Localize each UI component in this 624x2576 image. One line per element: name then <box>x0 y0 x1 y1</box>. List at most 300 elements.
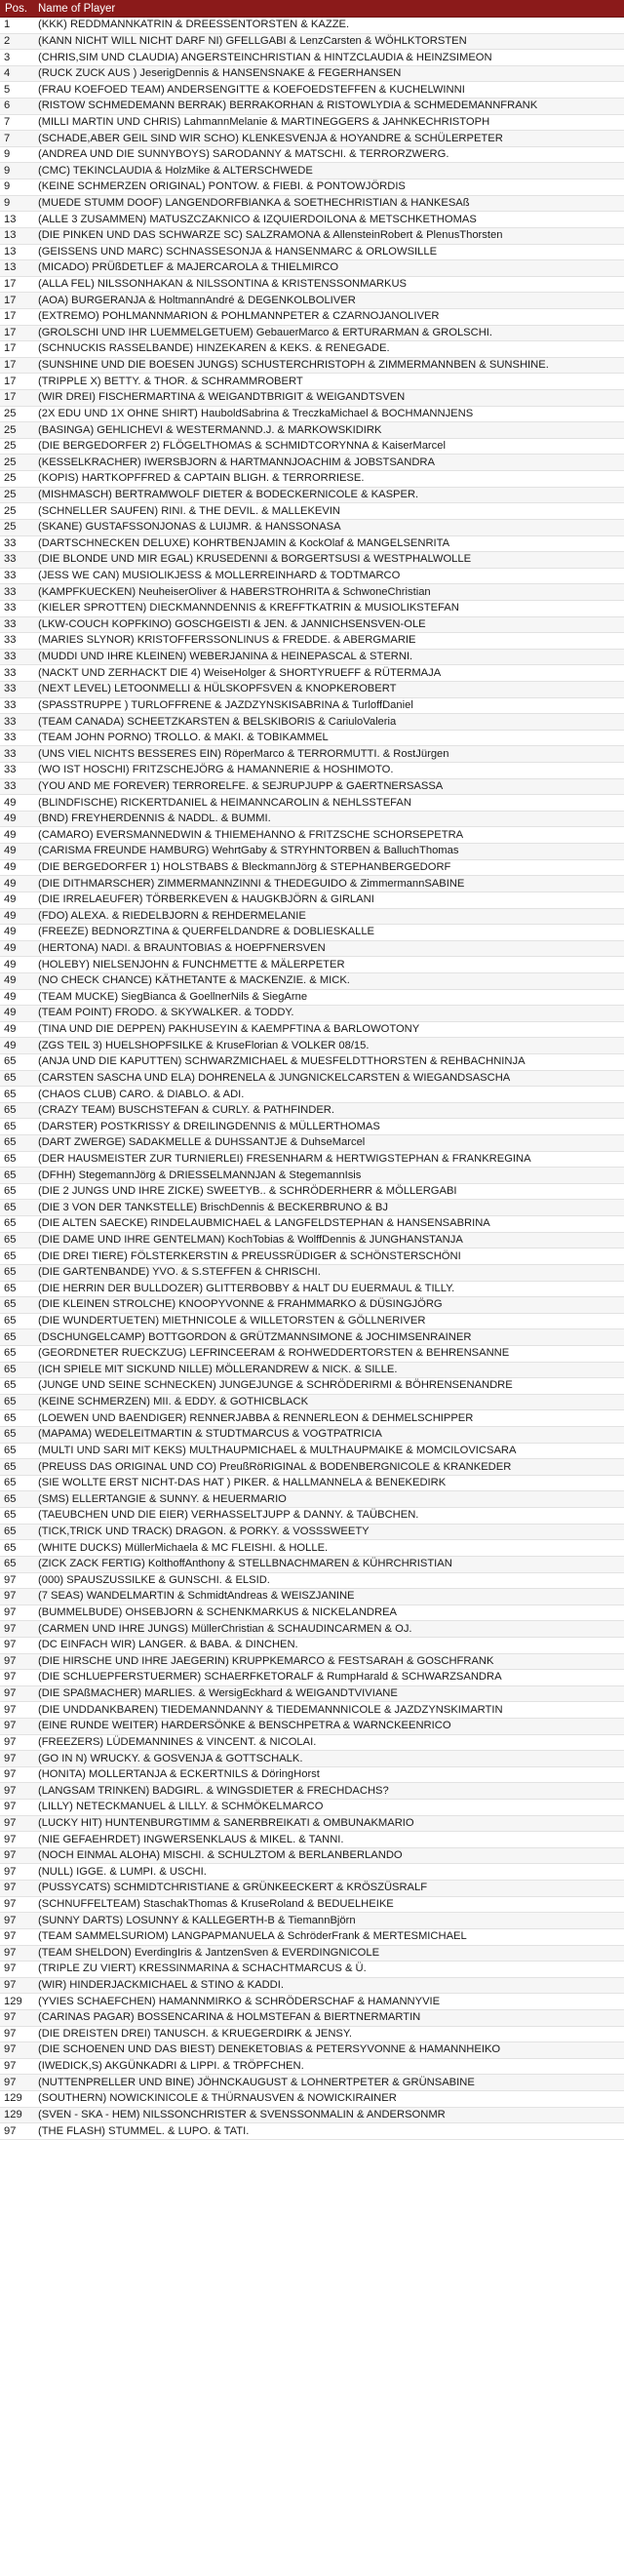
position-cell: 97 <box>0 1589 33 1605</box>
position-cell: 97 <box>0 1718 33 1734</box>
column-header-pos: Pos. <box>0 0 33 18</box>
table-row <box>0 146 624 163</box>
position-cell: 129 <box>0 2107 33 2123</box>
table-row <box>0 649 624 665</box>
position-cell: 97 <box>0 1896 33 1913</box>
position-cell: 49 <box>0 844 33 860</box>
player-name-cell: (RISTOW SCHMEDEMANN BERRAK) BERRAKORHAN & RISTOWLYDIA & SCHMEDEMANNFRANK <box>33 99 624 115</box>
position-cell: 97 <box>0 1621 33 1638</box>
position-cell: 97 <box>0 1605 33 1621</box>
position-cell: 25 <box>0 519 33 535</box>
player-name-cell: (SCHADE,ABER GEIL SIND WIR SCHO) KLENKESVENJA & HOYANDRE & SCHÜLERPETER <box>33 131 624 147</box>
position-cell: 65 <box>0 1491 33 1508</box>
player-name-cell: (BND) FREYHERDENNIS & NADDL. & BUMMI. <box>33 811 624 827</box>
table-row <box>0 260 624 277</box>
player-name-cell: (MILLI MARTIN UND CHRIS) LahmannMelanie & MARTINEGGERS & JAHNKECHRISTOPH <box>33 114 624 131</box>
position-cell: 13 <box>0 260 33 277</box>
table-row <box>0 876 624 892</box>
player-name-cell: (DIE DREI TIERE) FÖLSTERKERSTIN & PREUSSRÜDIGER & SCHÖNSTERSCHÖNI <box>33 1248 624 1265</box>
table-row <box>0 1847 624 1864</box>
player-name-cell: (GROLSCHI UND IHR LUEMMELGETUEM) GebauerMarco & ERTURARMAN & GROLSCHI. <box>33 325 624 341</box>
position-cell: 33 <box>0 552 33 569</box>
player-name-cell: (DART ZWERGE) SADAKMELLE & DUHSSANTJE & DuhseMarcel <box>33 1135 624 1152</box>
player-name-cell: (SPASSTRUPPE ) TURLOFFRENE & JAZDZYNSKISABRINA & TurloffDaniel <box>33 697 624 714</box>
position-cell: 65 <box>0 1443 33 1459</box>
player-name-cell: (BASINGA) GEHLICHEVI & WESTERMANND.J. & MARKOWSKIDIRK <box>33 422 624 439</box>
position-cell: 49 <box>0 859 33 876</box>
table-row <box>0 1881 624 1897</box>
player-name-cell: (TICK,TRICK UND TRACK) DRAGON. & PORKY. & VOSSSWEETY <box>33 1524 624 1540</box>
player-name-cell: (FDO) ALEXA. & RIEDELBJORN & REHDERMELANIE <box>33 908 624 925</box>
player-name-cell: (HONITA) MOLLERTANJA & ECKERTNILS & DöringHorst <box>33 1766 624 1783</box>
player-name-cell: (MAPAMA) WEDELEITMARTIN & STUDTMARCUS & VOGTPATRICIA <box>33 1427 624 1444</box>
position-cell: 49 <box>0 827 33 844</box>
table-row <box>0 1475 624 1491</box>
table-row <box>0 325 624 341</box>
position-cell: 49 <box>0 957 33 973</box>
table-row <box>0 2026 624 2042</box>
player-name-cell: (FREEZERS) LÜDEMANNINES & VINCENT. & NICOLAI. <box>33 1734 624 1751</box>
table-row <box>0 714 624 731</box>
position-cell: 65 <box>0 1054 33 1071</box>
table-row <box>0 2042 624 2059</box>
position-cell: 97 <box>0 1864 33 1881</box>
position-cell: 17 <box>0 374 33 390</box>
table-row <box>0 568 624 584</box>
table-row <box>0 1378 624 1395</box>
table-row <box>0 179 624 196</box>
player-name-cell: (DIE BLONDE UND MIR EGAL) KRUSEDENNI & BORGERTSUSI & WESTPHALWOLLE <box>33 552 624 569</box>
player-name-cell: (DIE ALTEN SAECKE) RINDELAUBMICHAEL & LANGFELDSTEPHAN & HANSENSABRINA <box>33 1216 624 1233</box>
table-row <box>0 390 624 407</box>
player-name-cell: (HOLEBY) NIELSENJOHN & FUNCHMETTE & MÄLERPETER <box>33 957 624 973</box>
position-cell: 17 <box>0 293 33 309</box>
table-row <box>0 1135 624 1152</box>
position-cell: 97 <box>0 1881 33 1897</box>
position-cell: 65 <box>0 1540 33 1557</box>
player-name-cell: (ALLE 3 ZUSAMMEN) MATUSZCZAKNICO & IZQUIERDOILONA & METSCHKETHOMAS <box>33 212 624 228</box>
position-cell: 17 <box>0 308 33 325</box>
position-cell: 65 <box>0 1183 33 1200</box>
player-name-cell: (TEAM CANADA) SCHEETZKARSTEN & BELSKIBORIS & CariuloValeria <box>33 714 624 731</box>
player-name-cell: (DIE 2 JUNGS UND IHRE ZICKE) SWEETYB.. & SCHRÖDERHERR & MÖLLERGABI <box>33 1183 624 1200</box>
player-name-cell: (FREEZE) BEDNORZTINA & QUERFELDANDRE & DOBLIESKALLE <box>33 925 624 941</box>
player-name-cell: (JUNGE UND SEINE SCHNECKEN) JUNGEJUNGE & SCHRÖDERIRMI & BÖHRENSENANDRE <box>33 1378 624 1395</box>
position-cell: 97 <box>0 1928 33 1945</box>
player-name-cell: (SUNSHINE UND DIE BOESEN JUNGS) SCHUSTERCHRISTOPH & ZIMMERMANNBEN & SUNSHINE. <box>33 357 624 374</box>
position-cell: 33 <box>0 535 33 552</box>
table-row <box>0 1410 624 1427</box>
table-row <box>0 1783 624 1800</box>
position-cell: 65 <box>0 1427 33 1444</box>
player-name-cell: (GEISSENS UND MARC) SCHNASSESONJA & HANSENMARC & ORLOWSILLE <box>33 244 624 260</box>
player-name-cell: (ICH SPIELE MIT SICKUND NILLE) MÖLLERANDREW & NICK. & SILLE. <box>33 1362 624 1378</box>
table-row <box>0 308 624 325</box>
position-cell: 65 <box>0 1119 33 1135</box>
player-name-cell: (DIE DAME UND IHRE GENTELMAN) KochTobias & WolffDennis & JUNGHANSTANJA <box>33 1232 624 1248</box>
position-cell: 13 <box>0 244 33 260</box>
table-row <box>0 357 624 374</box>
player-name-cell: (PREUSS DAS ORIGINAL UND CO) PreußRöRIGINAL & BODENBERGNICOLE & KRANKEDER <box>33 1459 624 1476</box>
position-cell: 97 <box>0 2058 33 2075</box>
position-cell: 97 <box>0 2009 33 2026</box>
table-row <box>0 1459 624 1476</box>
table-row <box>0 1362 624 1378</box>
position-cell: 97 <box>0 1685 33 1702</box>
table-row <box>0 82 624 99</box>
position-cell: 65 <box>0 1281 33 1297</box>
player-name-cell: (KESSELKRACHER) IWERSBJORN & HARTMANNJOACHIM & JOBSTSANDRA <box>33 455 624 471</box>
position-cell: 65 <box>0 1459 33 1476</box>
position-cell: 65 <box>0 1102 33 1119</box>
table-row <box>0 1264 624 1281</box>
player-name-cell: (DIE BERGEDORFER 1) HOLSTBABS & BleckmannJörg & STEPHANBERGEDORF <box>33 859 624 876</box>
table-row <box>0 1589 624 1605</box>
player-name-cell: (LKW-COUCH KOPFKINO) GOSCHGEISTI & JEN. & JANNICHSENSVEN-OLE <box>33 616 624 633</box>
player-name-cell: (NOCH EINMAL ALOHA) MISCHI. & SCHULZTOM & BERLANBERLANDO <box>33 1847 624 1864</box>
table-row <box>0 1572 624 1589</box>
player-name-cell: (DIE DREISTEN DREI) TANUSCH. & KRUEGERDIRK & JENSY. <box>33 2026 624 2042</box>
player-name-cell: (GEORDNETER RUECKZUG) LEFRINCEERAM & ROHWEDDERTORSTEN & BEHRENSANNE <box>33 1345 624 1362</box>
position-cell: 25 <box>0 487 33 503</box>
table-row <box>0 859 624 876</box>
table-row <box>0 1800 624 1816</box>
table-row <box>0 535 624 552</box>
position-cell: 49 <box>0 876 33 892</box>
position-cell: 65 <box>0 1508 33 1525</box>
table-row <box>0 1928 624 1945</box>
position-cell: 25 <box>0 455 33 471</box>
table-header <box>0 0 624 18</box>
table-row <box>0 487 624 503</box>
position-cell: 49 <box>0 892 33 908</box>
position-cell: 3 <box>0 50 33 66</box>
player-name-cell: (7 SEAS) WANDELMARTIN & SchmidtAndreas & WEISZJANINE <box>33 1589 624 1605</box>
player-name-cell: (TEAM SAMMELSURIOM) LANGPAPMANUELA & SchröderFrank & MERTESMICHAEL <box>33 1928 624 1945</box>
table-row <box>0 1751 624 1767</box>
table-row <box>0 1540 624 1557</box>
table-row <box>0 114 624 131</box>
player-name-cell: (NIE GEFAEHRDET) INGWERSENKLAUS & MIKEL. & TANNI. <box>33 1832 624 1848</box>
position-cell: 65 <box>0 1524 33 1540</box>
position-cell: 49 <box>0 925 33 941</box>
player-name-cell: (CMC) TEKINCLAUDIA & HolzMike & ALTERSCHWEDE <box>33 163 624 179</box>
table-row <box>0 892 624 908</box>
player-name-cell: (DARSTER) POSTKRISSY & DREILINGDENNIS & MÜLLERTHOMAS <box>33 1119 624 1135</box>
position-cell: 65 <box>0 1410 33 1427</box>
player-name-cell: (ANDREA UND DIE SUNNYBOYS) SARODANNY & MATSCHI. & TERRORZWERG. <box>33 146 624 163</box>
position-cell: 65 <box>0 1297 33 1314</box>
position-cell: 49 <box>0 989 33 1006</box>
player-name-cell: (TEAM SHELDON) EverdingIris & JantzenSven & EVERDINGNICOLE <box>33 1945 624 1962</box>
player-name-cell: (DIE 3 VON DER TANKSTELLE) BrischDennis & BECKERBRUNO & BJ <box>33 1200 624 1216</box>
position-cell: 49 <box>0 1021 33 1038</box>
position-cell: 65 <box>0 1475 33 1491</box>
table-row <box>0 2091 624 2108</box>
player-name-cell: (WO IST HOSCHI) FRITZSCHEJÖRG & HAMANNERIE & HOSHIMOTO. <box>33 763 624 779</box>
table-row <box>0 1556 624 1572</box>
player-name-cell: (IWEDICK,S) AKGÜNKADRI & LIPPI. & TRÖPFCHEN. <box>33 2058 624 2075</box>
table-row <box>0 1977 624 1994</box>
table-row <box>0 519 624 535</box>
table-row <box>0 1945 624 1962</box>
table-row <box>0 244 624 260</box>
table-row <box>0 616 624 633</box>
player-name-cell: (LILLY) NETECKMANUEL & LILLY. & SCHMÖKELMARCO <box>33 1800 624 1816</box>
player-name-cell: (DIE HERRIN DER BULLDOZER) GLITTERBOBBY & HALT DU EUERMAUL & TILLY. <box>33 1281 624 1297</box>
position-cell: 25 <box>0 422 33 439</box>
table-row <box>0 18 624 34</box>
table-row <box>0 940 624 957</box>
player-name-cell: (SUNNY DARTS) LOSUNNY & KALLEGERTH-B & TiemannBjörn <box>33 1913 624 1929</box>
position-cell: 65 <box>0 1200 33 1216</box>
table-row <box>0 600 624 616</box>
position-cell: 33 <box>0 697 33 714</box>
player-name-cell: (YOU AND ME FOREVER) TERRORELFE. & SEJRUPJUPP & GAERTNERSASSA <box>33 778 624 795</box>
player-name-cell: (SCHNELLER SAUFEN) RINI. & THE DEVIL. & MALLEKEVIN <box>33 503 624 520</box>
table-row <box>0 697 624 714</box>
table-row <box>0 552 624 569</box>
player-name-cell: (LANGSAM TRINKEN) BADGIRL. & WINGSDIETER & FRECHDACHS? <box>33 1783 624 1800</box>
player-name-cell: (000) SPAUSZUSSILKE & GUNSCHI. & ELSID. <box>33 1572 624 1589</box>
player-name-cell: (CARSTEN SASCHA UND ELA) DOHRENELA & JUNGNICKELCARSTEN & WIEGANDSASCHA <box>33 1070 624 1087</box>
position-cell: 33 <box>0 649 33 665</box>
position-cell: 129 <box>0 2091 33 2108</box>
table-row <box>0 1313 624 1329</box>
player-name-cell: (TAEUBCHEN UND DIE EIER) VERHASSELTJUPP & DANNY. & TAÜBCHEN. <box>33 1508 624 1525</box>
table-row <box>0 50 624 66</box>
table-row <box>0 1006 624 1022</box>
table-row <box>0 2123 624 2140</box>
player-name-cell: (DIE SCHLUEPFERSTUERMER) SCHAERFKETORALF & RumpHarald & SCHWARZSANDRA <box>33 1670 624 1686</box>
table-row <box>0 1021 624 1038</box>
position-cell: 33 <box>0 600 33 616</box>
player-name-cell: (KEINE SCHMERZEN) MII. & EDDY. & GOTHICBLACK <box>33 1394 624 1410</box>
position-cell: 97 <box>0 1751 33 1767</box>
table-row <box>0 1864 624 1881</box>
position-cell: 65 <box>0 1313 33 1329</box>
player-name-cell: (DIE GARTENBANDE) YVO. & S.STEFFEN & CHRISCHI. <box>33 1264 624 1281</box>
position-cell: 65 <box>0 1248 33 1265</box>
position-cell: 33 <box>0 665 33 682</box>
table-row <box>0 341 624 358</box>
table-row <box>0 1329 624 1346</box>
table-row <box>0 1183 624 1200</box>
table-row <box>0 374 624 390</box>
player-name-cell: (SOUTHERN) NOWICKINICOLE & THÜRNAUSVEN & NOWICKIRAINER <box>33 2091 624 2108</box>
player-name-cell: (TEAM POINT) FRODO. & SKYWALKER. & TODDY. <box>33 1006 624 1022</box>
player-name-cell: (SVEN - SKA - HEM) NILSSONCHRISTER & SVENSSONMALIN & ANDERSONMR <box>33 2107 624 2123</box>
position-cell: 97 <box>0 1670 33 1686</box>
player-name-cell: (RUCK ZUCK AUS ) JeserigDennis & HANSENSNAKE & FEGERHANSEN <box>33 65 624 82</box>
position-cell: 65 <box>0 1556 33 1572</box>
position-cell: 97 <box>0 1702 33 1719</box>
player-name-cell: (KAMPFKUECKEN) NeuheiserOliver & HABERSTROHRITA & SchwoneChristian <box>33 584 624 601</box>
table-row <box>0 989 624 1006</box>
player-name-cell: (TEAM MUCKE) SiegBianca & GoellnerNils & SiegArne <box>33 989 624 1006</box>
player-name-cell: (THE FLASH) STUMMEL. & LUPO. & TATI. <box>33 2123 624 2140</box>
player-name-cell: (TEAM JOHN PORNO) TROLLO. & MAKI. & TOBIKAMMEL <box>33 730 624 746</box>
position-cell: 49 <box>0 795 33 812</box>
player-name-cell: (UNS VIEL NICHTS BESSERES EIN) RöperMarco & TERRORMUTTI. & RostJürgen <box>33 746 624 763</box>
table-row <box>0 163 624 179</box>
position-cell: 65 <box>0 1070 33 1087</box>
position-cell: 13 <box>0 212 33 228</box>
table-row <box>0 584 624 601</box>
table-row <box>0 763 624 779</box>
player-name-cell: (DIE PINKEN UND DAS SCHWARZE SC) SALZRAMONA & AllensteinRobert & PlenusThorsten <box>33 227 624 244</box>
position-cell: 33 <box>0 763 33 779</box>
position-cell: 97 <box>0 1977 33 1994</box>
player-name-cell: (GO IN N) WRUCKY. & GOSVENJA & GOTTSCHALK. <box>33 1751 624 1767</box>
table-row <box>0 1962 624 1978</box>
player-name-cell: (KIELER SPROTTEN) DIECKMANNDENNIS & KREFFTKATRIN & MUSIOLIKSTEFAN <box>33 600 624 616</box>
position-cell: 17 <box>0 357 33 374</box>
table-row <box>0 844 624 860</box>
player-name-cell: (MUEDE STUMM DOOF) LANGENDORFBIANKA & SOETHECHRISTIAN & HANKESAß <box>33 195 624 212</box>
position-cell: 97 <box>0 1800 33 1816</box>
position-cell: 97 <box>0 1815 33 1832</box>
table-row <box>0 471 624 488</box>
player-name-cell: (DC EINFACH WIR) LANGER. & BABA. & DINCHEN. <box>33 1637 624 1653</box>
table-row <box>0 972 624 989</box>
table-row <box>0 1766 624 1783</box>
table-row <box>0 2075 624 2091</box>
table-row <box>0 1281 624 1297</box>
player-name-cell: (MICADO) PRÜßDETLEF & MAJERCAROLA & THIELMIRCO <box>33 260 624 277</box>
player-name-cell: (DIE HIRSCHE UND IHRE JAEGERIN) KRUPPKEMARCO & FESTSARAH & GOSCHFRANK <box>33 1653 624 1670</box>
player-name-cell: (DER HAUSMEISTER ZUR TURNIERLEI) FRESENHARM & HERTWIGSTEPHAN & FRANKREGINA <box>33 1151 624 1168</box>
position-cell: 97 <box>0 1945 33 1962</box>
position-cell: 49 <box>0 811 33 827</box>
player-name-cell: (DARTSCHNECKEN DELUXE) KOHRTBENJAMIN & KockOlaf & MANGELSENRITA <box>33 535 624 552</box>
position-cell: 49 <box>0 1006 33 1022</box>
position-cell: 97 <box>0 1734 33 1751</box>
position-cell: 33 <box>0 714 33 731</box>
player-name-cell: (BLINDFISCHE) RICKERTDANIEL & HEIMANNCAROLIN & NEHLSSTEFAN <box>33 795 624 812</box>
table-row <box>0 1070 624 1087</box>
position-cell: 33 <box>0 681 33 697</box>
table-row <box>0 1394 624 1410</box>
table-row <box>0 1896 624 1913</box>
position-cell: 97 <box>0 2075 33 2091</box>
player-name-cell: (DIE UNDDANKBAREN) TIEDEMANNDANNY & TIEDEMANNNICOLE & JAZDZYNSKIMARTIN <box>33 1702 624 1719</box>
position-cell: 17 <box>0 341 33 358</box>
position-cell: 33 <box>0 616 33 633</box>
position-cell: 33 <box>0 778 33 795</box>
player-name-cell: (TINA UND DIE DEPPEN) PAKHUSEYIN & KAEMPFTINA & BARLOWOTONY <box>33 1021 624 1038</box>
table-row <box>0 1054 624 1071</box>
table-row <box>0 65 624 82</box>
table-row <box>0 1102 624 1119</box>
table-row <box>0 811 624 827</box>
position-cell: 49 <box>0 972 33 989</box>
position-cell: 49 <box>0 940 33 957</box>
position-cell: 5 <box>0 82 33 99</box>
table-row <box>0 827 624 844</box>
table-row <box>0 1443 624 1459</box>
player-name-cell: (HERTONA) NADI. & BRAUNTOBIAS & HOEPFNERSVEN <box>33 940 624 957</box>
player-name-cell: (KKK) REDDMANNKATRIN & DREESSENTORSTEN & KAZZE. <box>33 18 624 34</box>
table-row <box>0 1427 624 1444</box>
table-row <box>0 1653 624 1670</box>
table-row <box>0 1621 624 1638</box>
table-row <box>0 795 624 812</box>
player-name-cell: (JESS WE CAN) MUSIOLIKJESS & MOLLERREINHARD & TODTMARCO <box>33 568 624 584</box>
player-name-cell: (YVIES SCHAEFCHEN) HAMANNMIRKO & SCHRÖDERSCHAF & HAMANNYVIE <box>33 1994 624 2010</box>
table-row <box>0 746 624 763</box>
player-name-cell: (DIE KLEINEN STROLCHE) KNOOPYVONNE & FRAHMMARKO & DÜSINGJÖRG <box>33 1297 624 1314</box>
table-row <box>0 1151 624 1168</box>
player-name-cell: (CAMARO) EVERSMANNEDWIN & THIEMEHANNO & FRITZSCHE SCHORSEPETRA <box>33 827 624 844</box>
player-name-cell: (CARINAS PAGAR) BOSSENCARINA & HOLMSTEFAN & BIERTNERMARTIN <box>33 2009 624 2026</box>
player-name-cell: (ALLA FEL) NILSSONHAKAN & NILSSONTINA & KRISTENSSONMARKUS <box>33 276 624 293</box>
position-cell: 1 <box>0 18 33 34</box>
table-row <box>0 665 624 682</box>
player-name-cell: (ZGS TEIL 3) HUELSHOPFSILKE & KruseFlorian & VOLKER 08/15. <box>33 1038 624 1054</box>
player-name-cell: (LUCKY HIT) HUNTENBURGTIMM & SANERBREIKATI & OMBUNAKMARIO <box>33 1815 624 1832</box>
position-cell: 97 <box>0 1783 33 1800</box>
table-row <box>0 2058 624 2075</box>
table-body <box>0 18 624 2140</box>
position-cell: 65 <box>0 1345 33 1362</box>
table-row <box>0 2107 624 2123</box>
position-cell: 65 <box>0 1378 33 1395</box>
table-row <box>0 957 624 973</box>
player-name-cell: (BUMMELBUDE) OHSEBJORN & SCHENKMARKUS & NICKELANDREA <box>33 1605 624 1621</box>
position-cell: 33 <box>0 568 33 584</box>
player-name-cell: (LOEWEN UND BAENDIGER) RENNERJABBA & RENNERLEON & DEHMELSCHIPPER <box>33 1410 624 1427</box>
table-row <box>0 455 624 471</box>
position-cell: 97 <box>0 1847 33 1864</box>
table-row <box>0 212 624 228</box>
player-name-cell: (DIE DITHMARSCHER) ZIMMERMANNZINNI & THEDEGUIDO & ZimmermannSABINE <box>33 876 624 892</box>
player-name-cell: (TRIPPLE X) BETTY. & THOR. & SCHRAMMROBERT <box>33 374 624 390</box>
position-cell: 65 <box>0 1264 33 1281</box>
position-cell: 33 <box>0 584 33 601</box>
table-row <box>0 227 624 244</box>
position-cell: 97 <box>0 1653 33 1670</box>
player-name-cell: (KEINE SCHMERZEN ORIGINAL) PONTOW. & FIEBI. & PONTOWJÖRDIS <box>33 179 624 196</box>
position-cell: 7 <box>0 114 33 131</box>
table-row <box>0 1200 624 1216</box>
table-row <box>0 1168 624 1184</box>
position-cell: 17 <box>0 390 33 407</box>
table-row <box>0 195 624 212</box>
player-name-cell: (DIE IRRELAEUFER) TÖRBERKEVEN & HAUGKBJÖRN & GIRLANI <box>33 892 624 908</box>
player-name-cell: (2X EDU UND 1X OHNE SHIRT) HauboldSabrina & TreczkaMichael & BOCHMANNJENS <box>33 406 624 422</box>
table-row <box>0 1702 624 1719</box>
player-name-cell: (TRIPLE ZU VIERT) KRESSINMARINA & SCHACHTMARCUS & Ü. <box>33 1962 624 1978</box>
table-row <box>0 2009 624 2026</box>
table-row <box>0 1605 624 1621</box>
position-cell: 97 <box>0 2026 33 2042</box>
position-cell: 129 <box>0 1994 33 2010</box>
position-cell: 97 <box>0 1637 33 1653</box>
header-row <box>0 0 624 18</box>
table-row <box>0 681 624 697</box>
table-row <box>0 925 624 941</box>
position-cell: 33 <box>0 633 33 650</box>
position-cell: 97 <box>0 1766 33 1783</box>
player-name-cell: (WIR DREI) FISCHERMARTINA & WEIGANDTBRIGIT & WEIGANDTSVEN <box>33 390 624 407</box>
player-name-cell: (NULL) IGGE. & LUMPI. & USCHI. <box>33 1864 624 1881</box>
table-row <box>0 1248 624 1265</box>
position-cell: 7 <box>0 131 33 147</box>
player-name-cell: (DIE BERGEDORFER 2) FLÖGELTHOMAS & SCHMIDTCORYNNA & KaiserMarcel <box>33 438 624 455</box>
table-row <box>0 1038 624 1054</box>
position-cell: 65 <box>0 1135 33 1152</box>
